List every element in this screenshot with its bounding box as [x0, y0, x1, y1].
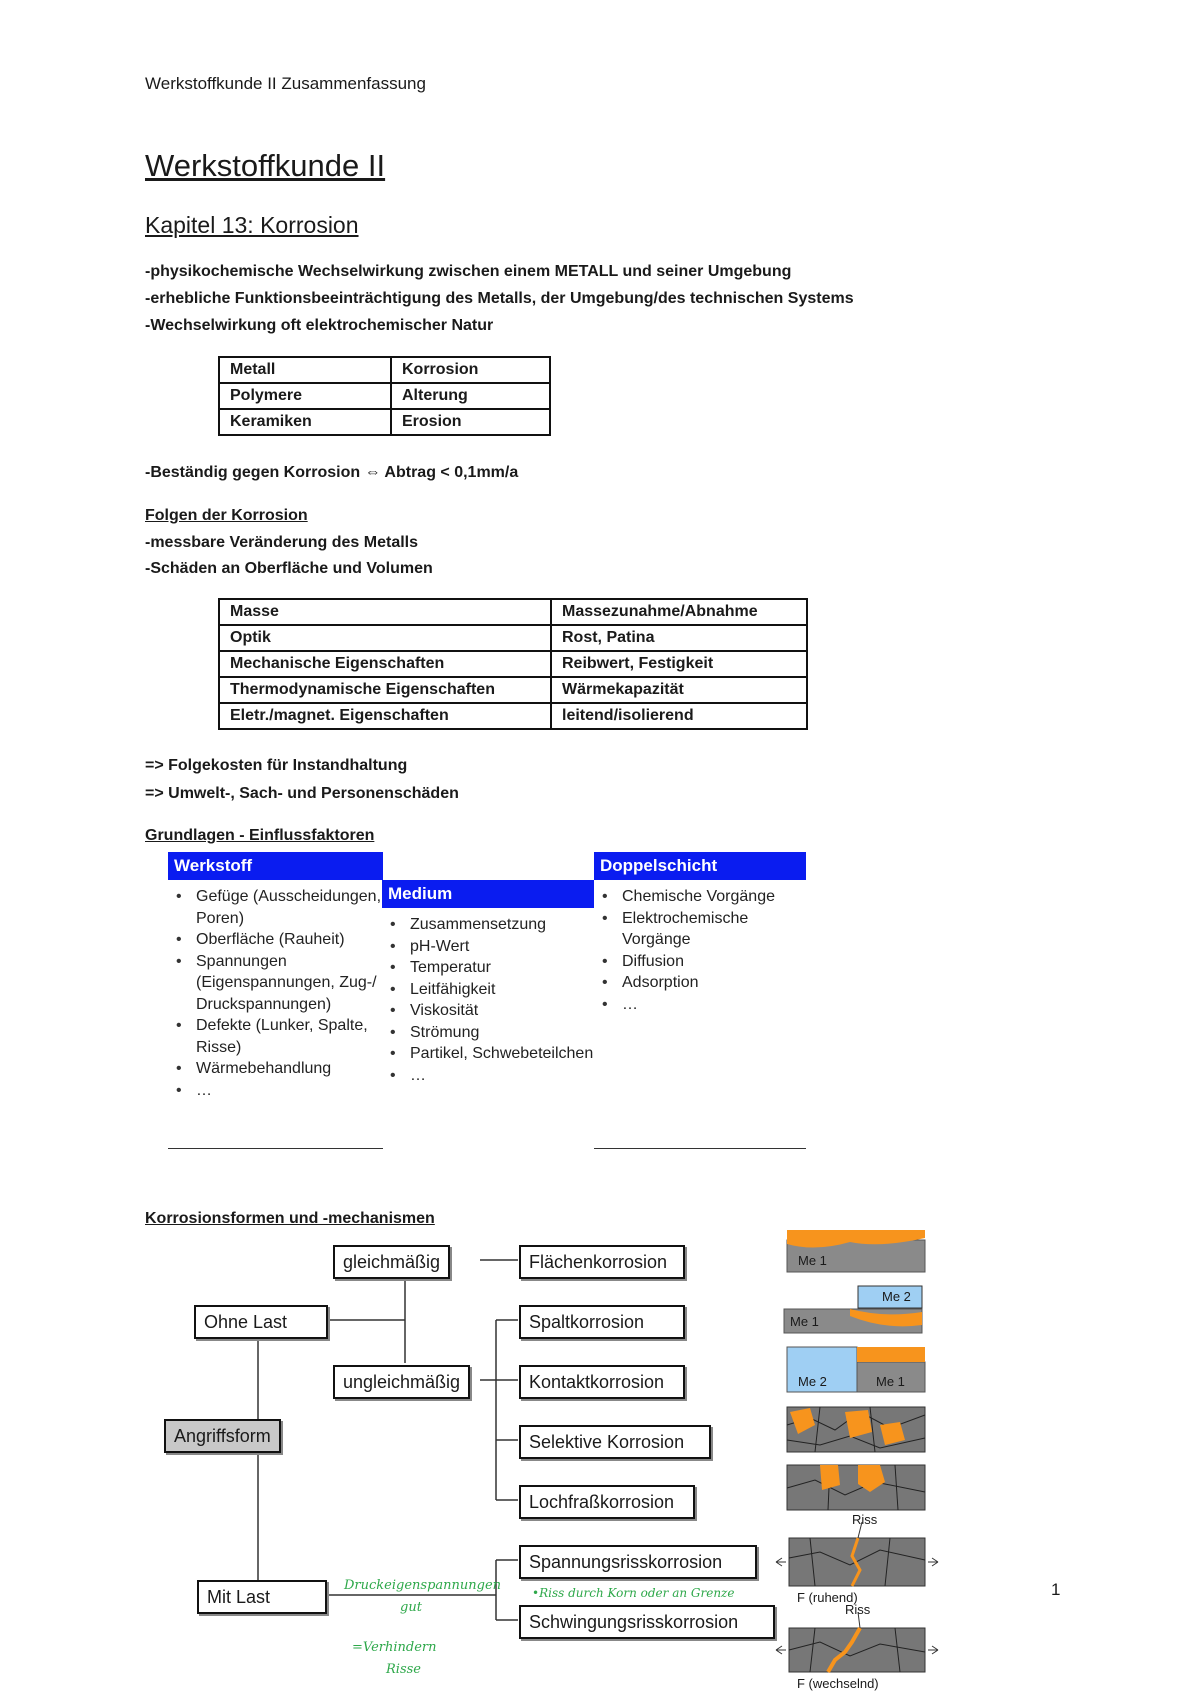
list-item: • Partikel, Schwebeteilchen: [410, 1043, 594, 1065]
list-item: • Diffusion: [622, 951, 806, 973]
table-cell: Massezunahme/Abnahme: [551, 599, 807, 625]
intro-line-3: -Wechselwirkung oft elektrochemischer Natur: [145, 317, 494, 334]
list-item: • Gefüge (Ausscheidungen, Poren): [196, 886, 383, 929]
label-me1: Me 1: [798, 1253, 827, 1268]
table-cell: Thermodynamische Eigenschaften: [219, 677, 551, 703]
table-cell: Erosion: [391, 409, 550, 435]
label-me1: Me 1: [790, 1314, 819, 1329]
node-ohne-last: Ohne Last: [194, 1305, 328, 1339]
korrosionsformen-heading: Korrosionsformen und -mechanismen: [145, 1210, 435, 1227]
list-item: • Leitfähigkeit: [410, 979, 594, 1001]
list-item: • Adsorption: [622, 972, 806, 994]
list-item: • …: [622, 994, 806, 1016]
folgen-heading: Folgen der Korrosion: [145, 507, 308, 524]
list-item: • Elektrochemische Vorgänge: [622, 908, 806, 951]
node-ungleichmaessig: ungleichmäßig: [333, 1365, 470, 1399]
list-item: • Spannungen (Eigenspannungen, Zug-/ Druckspannungen): [196, 951, 383, 1016]
intro-line-1: -physikochemische Wechselwirkung zwischen einem METALL und seiner Umgebung: [145, 263, 792, 280]
table-cell: Rost, Patina: [551, 625, 807, 651]
list-item: • Defekte (Lunker, Spalte, Risse): [196, 1015, 383, 1058]
list-item: • Strömung: [410, 1022, 594, 1044]
node-kontaktkorrosion: Kontaktkorrosion: [519, 1365, 685, 1399]
table-cell: Keramiken: [219, 409, 391, 435]
table-cell: Eletr./magnet. Eigenschaften: [219, 703, 551, 729]
node-spaltkorrosion: Spaltkorrosion: [519, 1305, 685, 1339]
list-item: • Zusammensetzung: [410, 914, 594, 936]
table-cell: Wärmekapazität: [551, 677, 807, 703]
table-cell: Optik: [219, 625, 551, 651]
handwritten-risse: Risse: [386, 1662, 421, 1677]
handwritten-verhindern: =Verhindern: [352, 1640, 437, 1655]
table-cell: leitend/isolierend: [551, 703, 807, 729]
table-cell: Masse: [219, 599, 551, 625]
node-lochfrasskorrosion: Lochfraßkorrosion: [519, 1485, 695, 1519]
chapter-heading: Kapitel 13: Korrosion: [145, 212, 359, 238]
table-cell: Mechanische Eigenschaften: [219, 651, 551, 677]
grundlagen-heading: Grundlagen - Einflussfaktoren: [145, 827, 375, 844]
node-flaechenkorrosion: Flächenkorrosion: [519, 1245, 685, 1279]
page-number: 1: [1051, 1580, 1061, 1599]
document-title: Werkstoffkunde II: [145, 148, 386, 183]
column-header: Doppelschicht: [594, 852, 806, 880]
table-cell: Polymere: [219, 383, 391, 409]
label-me2: Me 2: [882, 1289, 911, 1304]
consequence-line-2: => Umwelt-, Sach- und Personenschäden: [145, 785, 459, 802]
handwritten-riss-note: •Riss durch Korn oder an Grenze: [532, 1586, 735, 1600]
table-cell: Korrosion: [391, 357, 550, 383]
resistance-line: -Beständig gegen Korrosion ⇔ Abtrag < 0,1mm/a: [145, 464, 519, 481]
label-me1: Me 1: [876, 1374, 905, 1389]
list-item: • pH-Wert: [410, 936, 594, 958]
list-item: • Oberfläche (Rauheit): [196, 929, 383, 951]
table-cell: Alterung: [391, 383, 550, 409]
label-me2: Me 2: [798, 1374, 827, 1389]
node-angriffsform: Angriffsform: [164, 1419, 281, 1453]
label-f-wechselnd: F (wechselnd): [797, 1676, 879, 1691]
table-cell: Reibwert, Festigkeit: [551, 651, 807, 677]
folgen-line-1: -messbare Veränderung des Metalls: [145, 534, 418, 551]
node-mit-last: Mit Last: [197, 1580, 327, 1614]
node-gleichmaessig: gleichmäßig: [333, 1245, 450, 1279]
table-cell: Metall: [219, 357, 391, 383]
consequence-line-1: => Folgekosten für Instandhaltung: [145, 757, 408, 774]
node-schwingungsrisskorrosion: Schwingungsrisskorrosion: [519, 1605, 775, 1639]
running-header: Werkstoffkunde II Zusammenfassung: [145, 74, 426, 93]
column-header: Werkstoff: [168, 852, 383, 880]
handwritten-gut: gut: [400, 1600, 422, 1615]
list-item: • Temperatur: [410, 957, 594, 979]
folgen-line-2: -Schäden an Oberfläche und Volumen: [145, 560, 433, 577]
list-item: • …: [410, 1065, 594, 1087]
intro-line-2: -erhebliche Funktionsbeeinträchtigung des Metalls, der Umgebung/des technischen Systems: [145, 290, 854, 307]
node-spannungsrisskorrosion: Spannungsrisskorrosion: [519, 1545, 757, 1579]
handwritten-druck: Druckeigenspannungen: [344, 1578, 502, 1593]
label-f-ruhend: F (ruhend): [797, 1590, 858, 1605]
list-item: • Wärmebehandlung: [196, 1058, 383, 1080]
column-header: Medium: [382, 880, 594, 908]
label-riss: Riss: [845, 1602, 871, 1617]
list-item: • …: [196, 1080, 383, 1102]
node-selektive-korrosion: Selektive Korrosion: [519, 1425, 711, 1459]
label-riss: Riss: [852, 1512, 878, 1527]
list-item: • Viskosität: [410, 1000, 594, 1022]
list-item: • Chemische Vorgänge: [622, 886, 806, 908]
